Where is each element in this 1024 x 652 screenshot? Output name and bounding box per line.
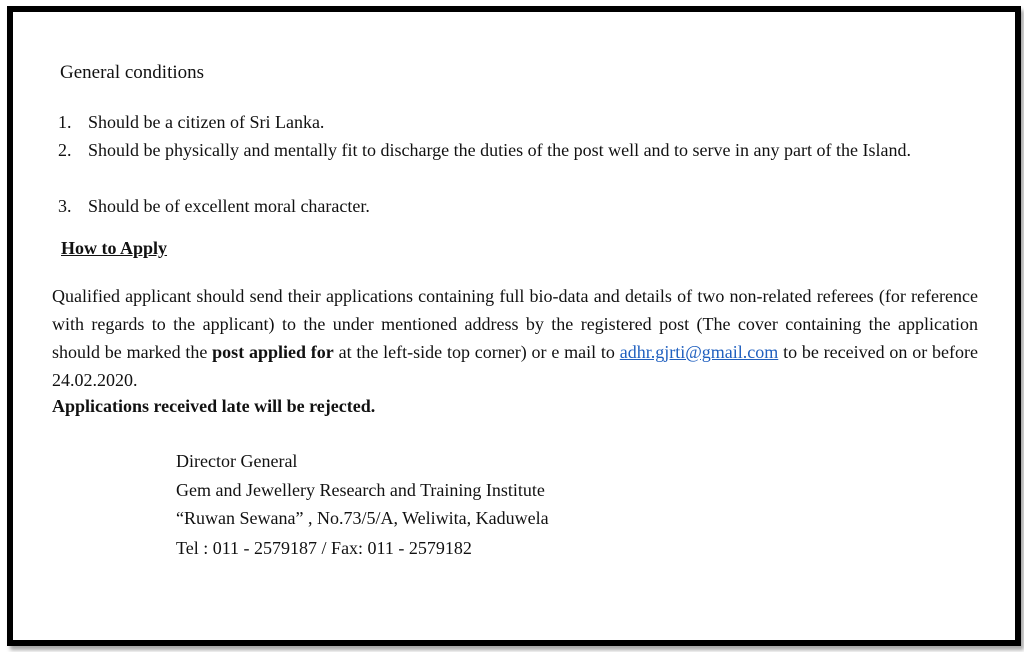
instructions-text-3: to be received on or before 24.02.2020. xyxy=(52,342,978,390)
condition-text: Should be of excellent moral character. xyxy=(88,196,370,216)
how-to-apply-heading: How to Apply xyxy=(61,238,168,258)
instructions-text-2: at the left-side top corner) or e mail to xyxy=(333,342,620,362)
instructions-text-1: Qualified applicant should send their applications containing full bio-data and details of two non-related referees (for reference with regards to the applicant) to the under mentioned address by the registered post (The cover containing the application should be marked the xyxy=(52,286,978,362)
email-link[interactable]: adhr.gjrti@gmail.com xyxy=(619,342,779,362)
condition-text: Should be a citizen of Sri Lanka. xyxy=(88,112,325,132)
application-instructions xyxy=(52,282,978,394)
address-line-street: “Ruwan Sewana” , No.73/5/A, Weliwita, Kaduwela xyxy=(176,508,549,528)
condition-number: 3. xyxy=(58,196,72,216)
condition-number: 1. xyxy=(58,112,72,132)
post-applied-for-text: post applied for xyxy=(212,342,334,362)
address-line-title: Director General xyxy=(176,451,298,471)
condition-number: 2. xyxy=(58,140,72,160)
address-line-institute: Gem and Jewellery Research and Training Institute xyxy=(176,480,545,500)
condition-text: Should be physically and mentally fit to discharge the duties of the post well and to serve in any part of the Island. xyxy=(88,140,911,160)
general-conditions-heading: General conditions xyxy=(60,62,205,83)
late-applications-notice: Applications received late will be rejected. xyxy=(52,396,376,416)
address-line-phone: Tel : 011 - 2579187 / Fax: 011 - 2579182 xyxy=(176,538,472,558)
